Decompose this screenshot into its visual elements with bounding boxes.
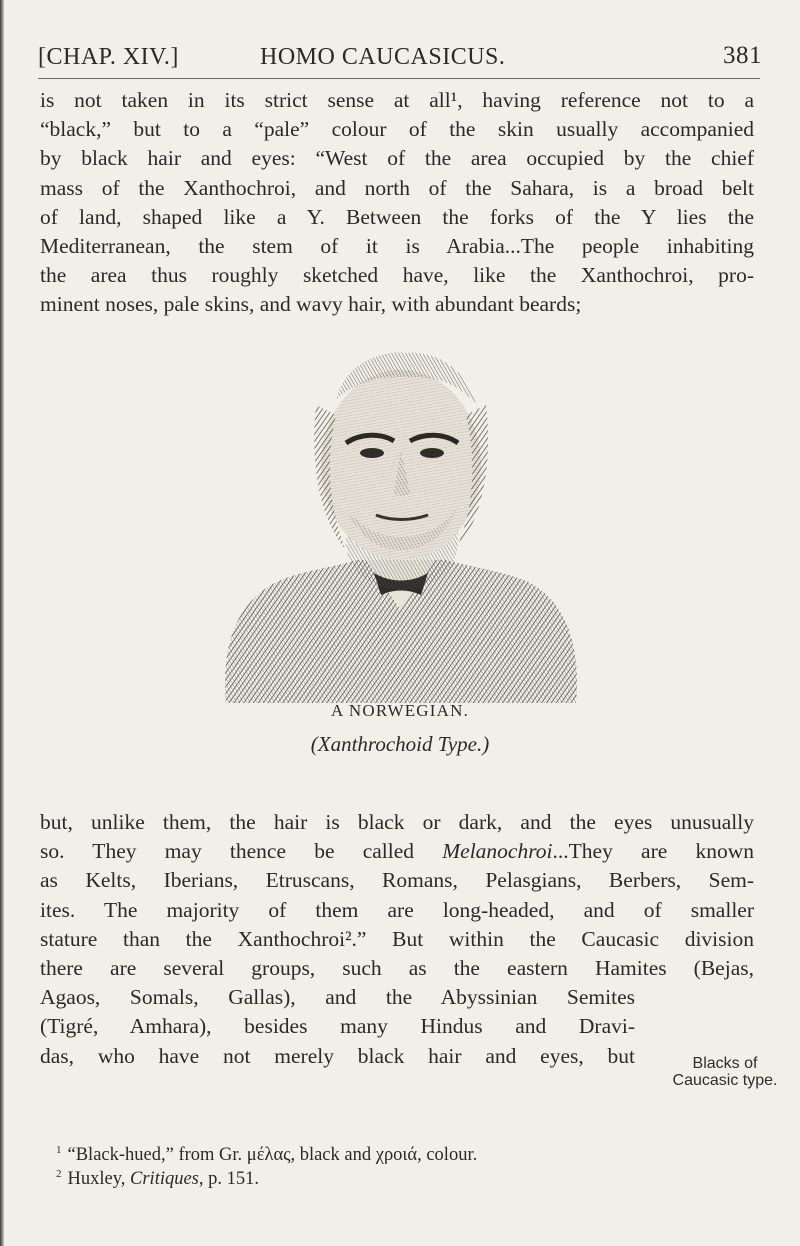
text-line: but, unlike them, the hair is black or dark, and the eyes unusually — [40, 810, 754, 834]
footnote-text: “Black-hued,” from Gr. μέλας, black and χροιά, colour. — [67, 1145, 478, 1165]
text-line: das, who have not merely black hair and eyes, but — [40, 1043, 635, 1068]
text-line: ites. The majority of them are long-headed, and of smaller — [40, 897, 754, 922]
figure-caption-subtitle: (Xanthrochoid Type.) — [310, 732, 490, 756]
footnote-1 — [56, 1143, 756, 1167]
chapter-label: [CHAP. XIV.] — [38, 44, 179, 70]
text-line: (Tigré, Amhara), besides many Hindus and Dravi- — [40, 1014, 635, 1039]
footnote-marker: 1 — [56, 1143, 62, 1156]
footnotes — [56, 1143, 756, 1191]
text-line: there are several groups, such as the eastern Hamites (Bejas, — [40, 956, 754, 981]
figure-caption-title: A NORWEGIAN. — [330, 701, 470, 720]
page-number: 381 — [723, 42, 762, 69]
text-run: ...They are known — [552, 839, 754, 864]
text-line — [40, 837, 754, 866]
sidenote-line: Blacks of — [692, 1055, 758, 1072]
text-line: of land, shaped like a Y. Between the forks of the Y lies the — [40, 204, 754, 229]
text-line: mass of the Xanthochroi, and north of the Sahara, is a broad belt — [40, 175, 754, 200]
text-line: the area thus roughly sketched have, like the Xanthochroi, pro- — [40, 263, 754, 288]
footnote-text: , p. 151. — [198, 1169, 260, 1189]
text-line: Mediterranean, the stem of it is Arabia...The people inhabiting — [40, 234, 754, 259]
running-header — [38, 40, 762, 80]
text-line: “black,” but to a “pale” colour of the skin usually accompanied — [40, 117, 754, 142]
text-line: as Kelts, Iberians, Etruscans, Romans, Pelasgians, Berbers, Sem- — [40, 868, 754, 893]
text-line: is not taken in its strict sense at all¹, having reference not to a — [40, 88, 754, 112]
text-run: so. They may thence be called — [40, 839, 443, 864]
paragraph-bottom — [40, 808, 754, 1071]
header-rule — [38, 78, 760, 79]
paragraph-top — [40, 86, 754, 320]
footnote-italic: Critiques — [130, 1169, 199, 1189]
italic-term: Melanochroi — [442, 839, 553, 864]
text-line: minent noses, pale skins, and wavy hair, with abundant beards; — [40, 292, 582, 317]
footnote-marker: 2 — [56, 1167, 62, 1180]
footnote-2 — [56, 1167, 756, 1191]
text-line: by black hair and eyes: “West of the area occupied by the chief — [40, 146, 754, 171]
portrait-engraving — [196, 345, 602, 703]
margin-sidenote — [670, 1055, 780, 1089]
sidenote-line: Caucasic type. — [672, 1072, 778, 1089]
text-line: stature than the Xanthochroi².” But within the Caucasic division — [40, 926, 754, 951]
running-title: HOMO CAUCASICUS. — [260, 44, 506, 70]
text-line: Agaos, Somals, Gallas), and the Abyssinian Semites — [40, 985, 635, 1010]
footnote-text: Huxley, — [67, 1169, 131, 1189]
page-edge-shadow — [0, 0, 4, 1246]
